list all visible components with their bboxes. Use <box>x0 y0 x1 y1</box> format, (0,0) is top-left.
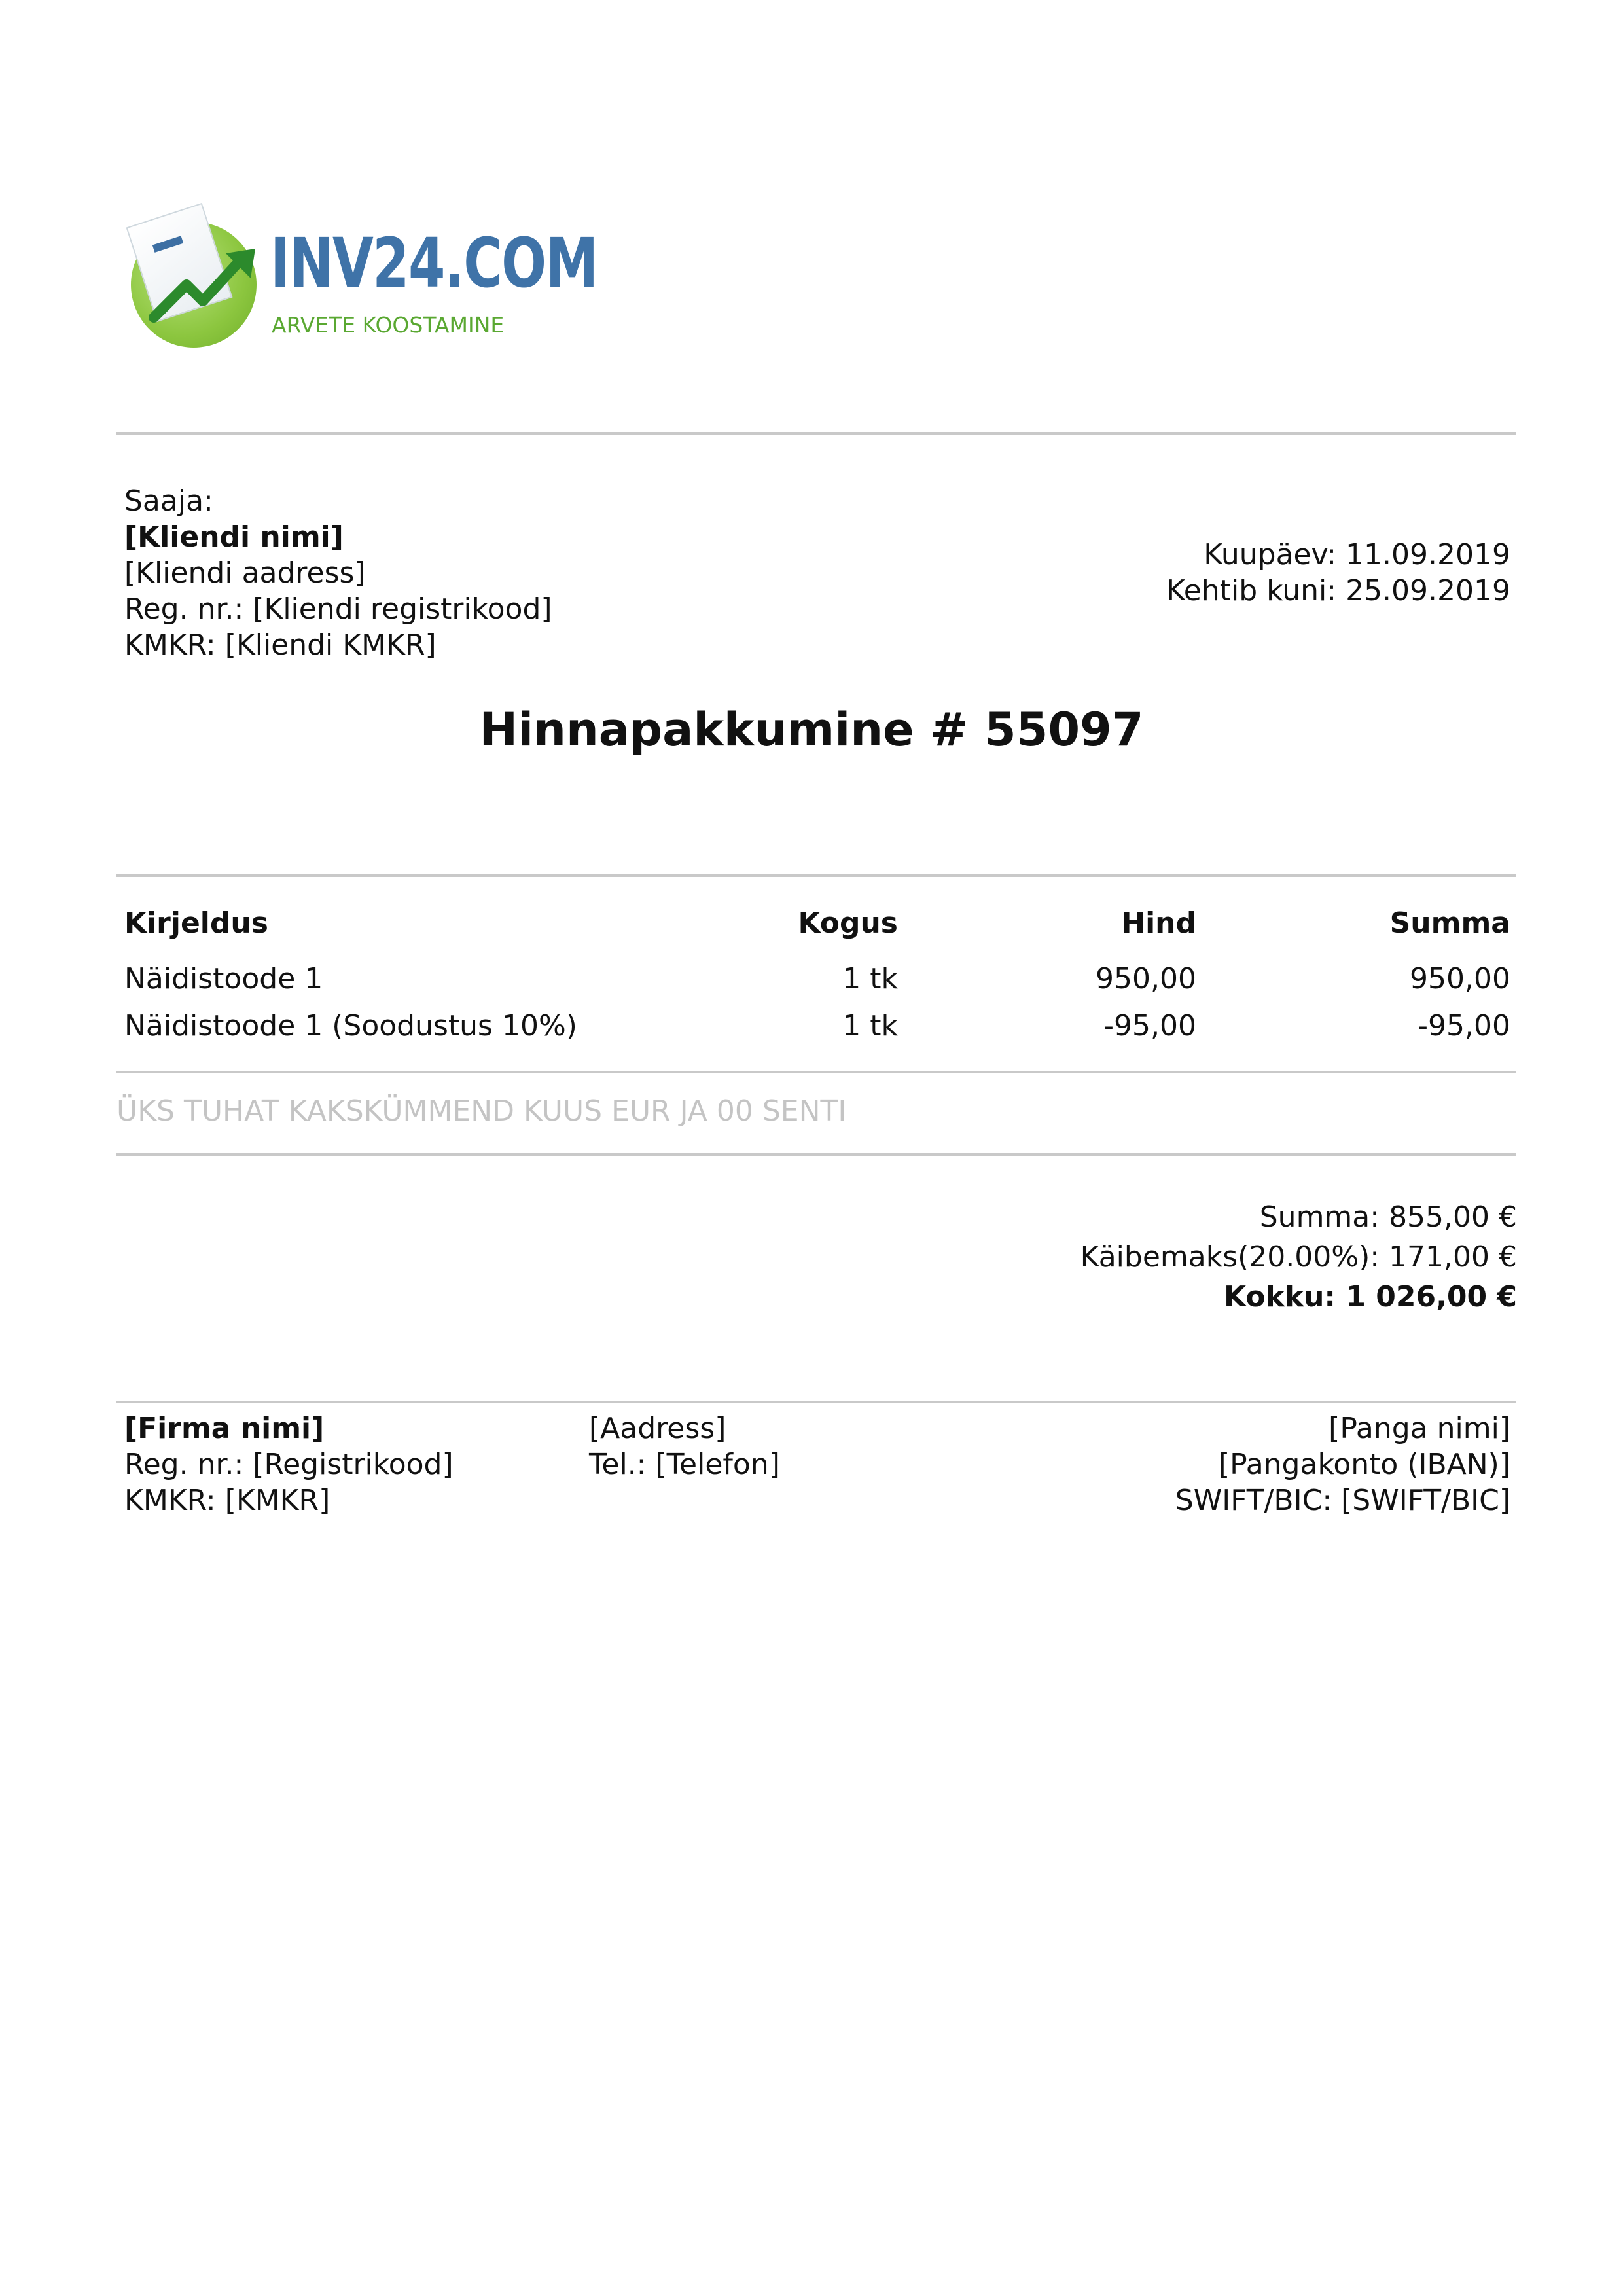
header-price: Hind <box>1121 906 1196 940</box>
row-sum: -95,00 <box>1418 1009 1510 1043</box>
divider-table-bottom <box>116 1071 1516 1073</box>
recipient-label: Saaja: <box>124 484 213 518</box>
recipient-address: [Kliendi aadress] <box>124 556 366 590</box>
divider-totals <box>116 1153 1516 1156</box>
row-sum: 950,00 <box>1410 962 1510 996</box>
row-description: Näidistoode 1 <box>124 962 323 996</box>
company-logo <box>128 213 597 357</box>
bank-swift: SWIFT/BIC: [SWIFT/BIC] <box>1175 1484 1510 1517</box>
logo-growth-arrow-icon <box>147 239 265 337</box>
divider-footer <box>116 1401 1516 1403</box>
subtotal: Summa: 855,00 € <box>1259 1200 1517 1234</box>
logo-subtitle: ARVETE KOOSTAMINE <box>272 312 505 338</box>
row-quantity: 1 tk <box>842 1009 898 1043</box>
header-quantity: Kogus <box>798 906 898 940</box>
grand-total: Kokku: 1 026,00 € <box>1224 1280 1517 1314</box>
row-description: Näidistoode 1 (Soodustus 10%) <box>124 1009 577 1043</box>
quote-date: Kuupäev: 11.09.2019 <box>1204 538 1510 571</box>
recipient-name: [Kliendi nimi] <box>124 520 344 554</box>
recipient-reg: Reg. nr.: [Kliendi registrikood] <box>124 592 552 626</box>
logo-title: INV24.COM <box>270 223 597 303</box>
bank-name: [Panga nimi] <box>1329 1412 1510 1445</box>
row-price: 950,00 <box>1096 962 1196 996</box>
vat-total: Käibemaks(20.00%): 171,00 € <box>1080 1240 1517 1274</box>
company-name: [Firma nimi] <box>124 1412 325 1445</box>
row-price: -95,00 <box>1103 1009 1196 1043</box>
company-vat: KMKR: [KMKR] <box>124 1484 330 1517</box>
amount-in-words: ÜKS TUHAT KAKSKÜMMEND KUUS EUR JA 00 SENTI <box>116 1094 847 1128</box>
row-quantity: 1 tk <box>842 962 898 996</box>
header-description: Kirjeldus <box>124 906 268 940</box>
recipient-vat: KMKR: [Kliendi KMKR] <box>124 628 437 662</box>
page-title: Hinnapakkumine # 55097 <box>479 703 1144 757</box>
quote-valid-until: Kehtib kuni: 25.09.2019 <box>1166 574 1510 607</box>
company-reg: Reg. nr.: [Registrikood] <box>124 1448 454 1481</box>
header-sum: Summa <box>1389 906 1510 940</box>
bank-account: [Pangakonto (IBAN)] <box>1218 1448 1510 1481</box>
divider-table-top <box>116 874 1516 877</box>
company-phone: Tel.: [Telefon] <box>589 1448 780 1481</box>
company-address: [Aadress] <box>589 1412 726 1445</box>
divider-top <box>116 432 1516 435</box>
